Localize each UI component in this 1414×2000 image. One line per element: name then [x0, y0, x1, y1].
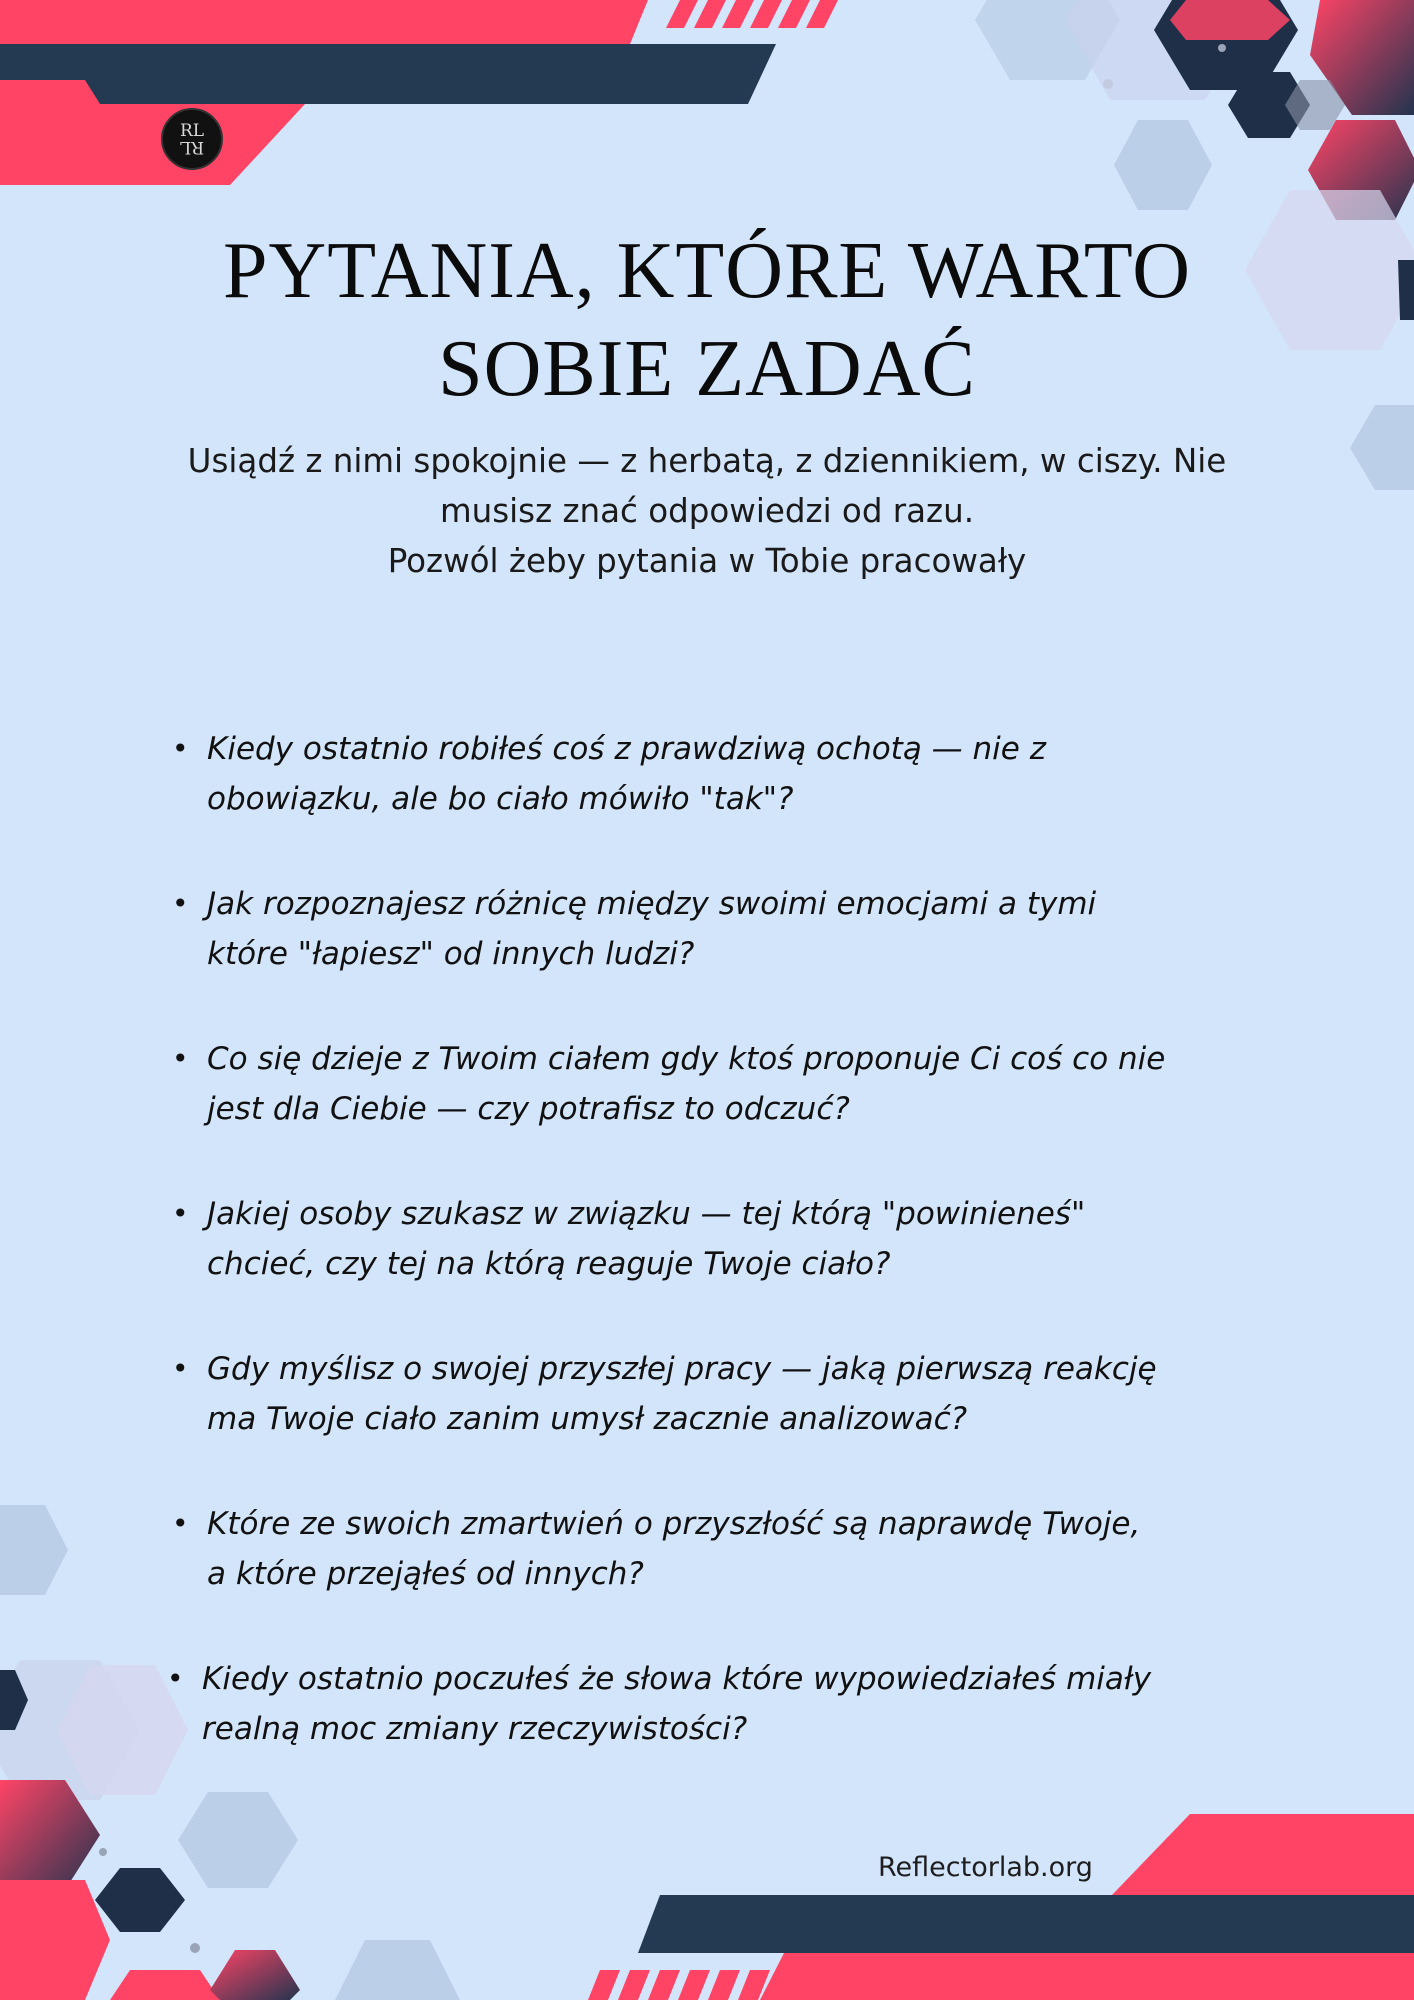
question-line: jest dla Ciebie — czy potrafisz to odczuć? [207, 1091, 850, 1127]
question-item [172, 1499, 1337, 1599]
question-line: a które przejąłeś od innych? [207, 1556, 644, 1592]
question-line: które "łapiesz" od innych ludzi? [207, 936, 695, 972]
question-line: Kiedy ostatnio poczułeś że słowa które wypowiedziałeś miały [202, 1661, 1152, 1697]
footer-website: Reflectorlab.org [878, 1852, 1093, 1883]
question-item [172, 879, 1337, 979]
question-item [172, 1034, 1337, 1134]
question-line: Co się dzieje z Twoim ciałem gdy ktoś proponuje Ci coś co nie [207, 1041, 1166, 1077]
bullet-icon: • [172, 1507, 189, 1540]
bottom-right-banner [588, 1814, 1414, 2000]
question-item [172, 1189, 1337, 1289]
intro-text [107, 436, 1307, 586]
bullet-icon: • [172, 732, 189, 765]
question-line: obowiązku, ale bo ciało mówiło "tak"? [207, 781, 794, 817]
intro-line-1: Usiądź z nimi spokojnie — z herbatą, z dziennikiem, w ciszy. Nie [187, 442, 1227, 480]
intro-line-3: Pozwól żeby pytania w Tobie pracowały [387, 542, 1027, 580]
title-line-2: SOBIE ZADAĆ [438, 325, 976, 413]
intro-line-2: musisz znać odpowiedzi od razu. [439, 492, 975, 530]
question-line: Jak rozpoznajesz różnicę między swoimi emocjami a tymi [207, 886, 1097, 922]
bullet-icon: • [167, 1662, 184, 1695]
question-line: realną moc zmiany rzeczywistości? [202, 1711, 748, 1747]
bullet-icon: • [172, 1352, 189, 1385]
question-item [172, 724, 1337, 824]
question-line: Jakiej osoby szukasz w związku — tej którą "powinieneś" [207, 1196, 1086, 1232]
bullet-icon: • [172, 1042, 189, 1075]
title-line-1: PYTANIA, KTÓRE WARTO [222, 227, 1192, 315]
page-title [0, 222, 1414, 418]
question-line: ma Twoje ciało zanim umysł zacznie analizować? [207, 1401, 968, 1437]
bullet-icon: • [172, 887, 189, 920]
logo-monogram-bottom: RL [179, 137, 205, 157]
logo-monogram-top: RL [179, 121, 205, 141]
question-line: chcieć, czy tej na którą reaguje Twoje ciało? [207, 1246, 891, 1282]
question-item [167, 1654, 1332, 1754]
bullet-icon: • [172, 1197, 189, 1230]
question-line: Które ze swoich zmartwień o przyszłość są naprawdę Twoje, [207, 1506, 1141, 1542]
reflectorlab-logo [161, 108, 223, 170]
question-line: Gdy myślisz o swojej przyszłej pracy — jaką pierwszą reakcję [207, 1351, 1157, 1387]
top-left-banner [0, 0, 838, 185]
question-item [172, 1344, 1337, 1444]
question-line: Kiedy ostatnio robiłeś coś z prawdziwą ochotą — nie z [207, 731, 1046, 767]
